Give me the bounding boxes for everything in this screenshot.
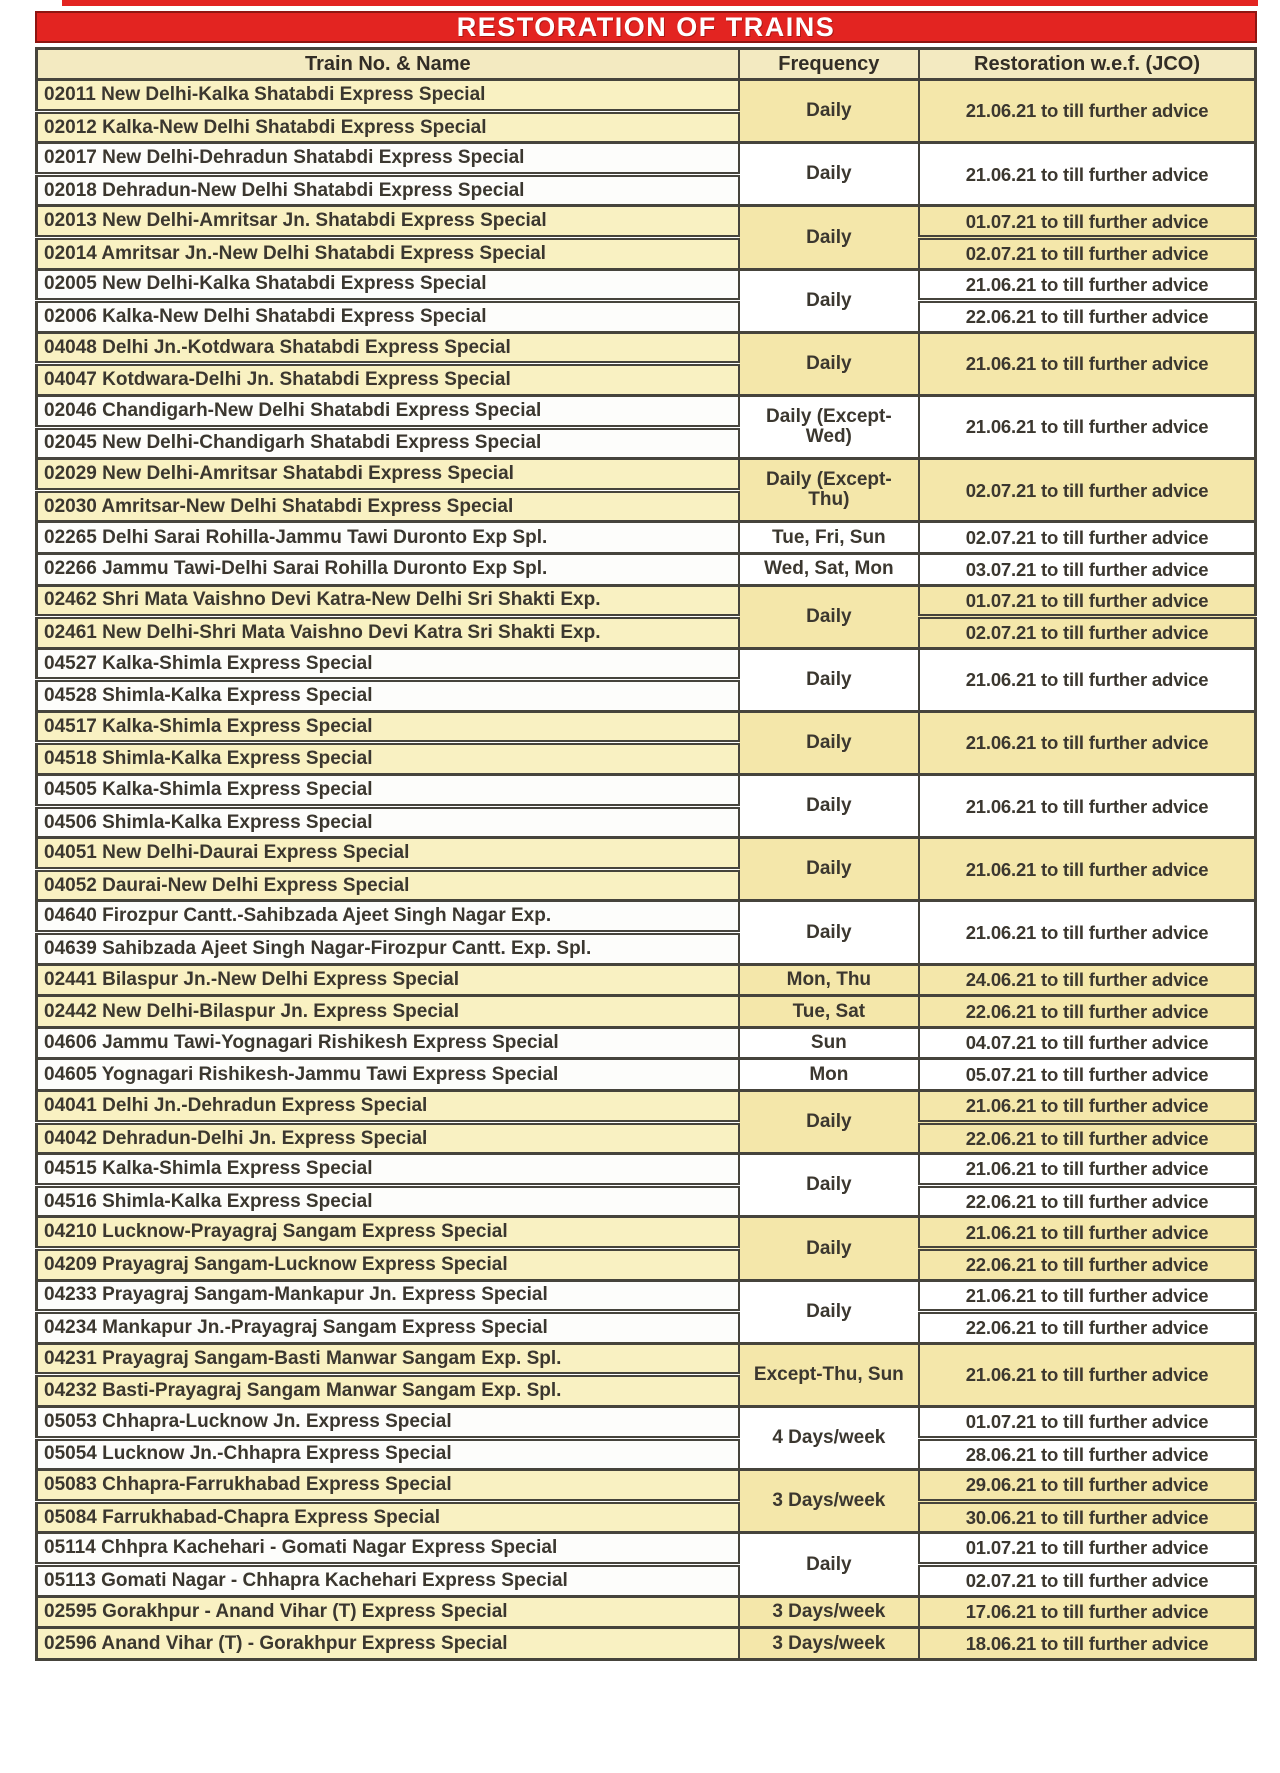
restoration-cell: 22.06.21 to till further advice (919, 996, 1255, 1028)
table-row (37, 1470, 1256, 1502)
page-title: RESTORATION OF TRAINS (456, 11, 836, 42)
train-name-cell: 05084 Farrukhabad-Chapra Express Special (37, 1501, 739, 1533)
restoration-cell: 04.07.21 to till further advice (919, 1027, 1255, 1059)
restoration-cell: 21.06.21 to till further advice (919, 1091, 1255, 1123)
frequency-cell: 3 Days/week (739, 1596, 919, 1628)
frequency-cell: Daily (739, 332, 919, 395)
train-name-cell: 02029 New Delhi-Amritsar Shatabdi Express Special (37, 459, 739, 491)
table-row (37, 711, 1256, 743)
frequency-cell: 3 Days/week (739, 1470, 919, 1533)
frequency-cell: Tue, Fri, Sun (739, 522, 919, 554)
restoration-cell: 29.06.21 to till further advice (919, 1470, 1255, 1502)
train-name-cell: 04233 Prayagraj Sangam-Mankapur Jn. Express Special (37, 1280, 739, 1312)
table-row (37, 1628, 1256, 1660)
restoration-cell: 02.07.21 to till further advice (919, 617, 1255, 649)
frequency-cell: Daily (Except-Thu) (739, 459, 919, 522)
frequency-cell: Mon, Thu (739, 964, 919, 996)
frequency-cell: Daily (739, 80, 919, 143)
restoration-cell: 21.06.21 to till further advice (919, 80, 1255, 143)
restoration-cell: 22.06.21 to till further advice (919, 1122, 1255, 1154)
restoration-table (35, 47, 1257, 1661)
table-row (37, 1122, 1256, 1154)
restoration-cell: 24.06.21 to till further advice (919, 964, 1255, 996)
table-row (37, 143, 1256, 175)
frequency-cell: Daily (739, 1091, 919, 1154)
train-name-cell: 04640 Firozpur Cantt.-Sahibzada Ajeet Singh Nagar Exp. (37, 901, 739, 933)
restoration-cell: 21.06.21 to till further advice (919, 1343, 1255, 1406)
table-row (37, 1343, 1256, 1375)
restoration-cell: 21.06.21 to till further advice (919, 1217, 1255, 1249)
column-header-restoration: Restoration w.e.f. (JCO) (919, 49, 1255, 80)
restoration-cell: 22.06.21 to till further advice (919, 1185, 1255, 1217)
train-name-cell: 04210 Lucknow-Prayagraj Sangam Express Special (37, 1217, 739, 1249)
train-name-cell: 02461 New Delhi-Shri Mata Vaishno Devi Katra Sri Shakti Exp. (37, 617, 739, 649)
table-row (37, 1217, 1256, 1249)
restoration-cell: 01.07.21 to till further advice (919, 585, 1255, 617)
restoration-cell: 21.06.21 to till further advice (919, 901, 1255, 964)
header-row (37, 49, 1256, 80)
table-row (37, 901, 1256, 933)
train-name-cell: 04051 New Delhi-Daurai Express Special (37, 838, 739, 870)
train-name-cell: 04505 Kalka-Shimla Express Special (37, 775, 739, 807)
frequency-cell: Daily (739, 143, 919, 206)
restoration-cell: 21.06.21 to till further advice (919, 838, 1255, 901)
train-name-cell: 05114 Chhpra Kachehari - Gomati Nagar Express Special (37, 1533, 739, 1565)
frequency-cell: Daily (739, 1217, 919, 1280)
train-name-cell: 04234 Mankapur Jn.-Prayagraj Sangam Express Special (37, 1312, 739, 1344)
restoration-cell: 21.06.21 to till further advice (919, 711, 1255, 774)
restoration-cell: 03.07.21 to till further advice (919, 553, 1255, 585)
train-name-cell: 02442 New Delhi-Bilaspur Jn. Express Special (37, 996, 739, 1028)
table-row (37, 206, 1256, 238)
restoration-cell: 02.07.21 to till further advice (919, 1564, 1255, 1596)
table-row (37, 80, 1256, 112)
table-row (37, 1312, 1256, 1344)
train-name-cell: 02596 Anand Vihar (T) - Gorakhpur Express Special (37, 1628, 739, 1660)
train-name-cell: 04209 Prayagraj Sangam-Lucknow Express Special (37, 1248, 739, 1280)
table-row (37, 332, 1256, 364)
restoration-cell: 01.07.21 to till further advice (919, 206, 1255, 238)
train-name-cell: 05113 Gomati Nagar - Chhapra Kachehari Express Special (37, 1564, 739, 1596)
train-name-cell: 04605 Yognagari Rishikesh-Jammu Tawi Express Special (37, 1059, 739, 1091)
restoration-cell: 21.06.21 to till further advice (919, 648, 1255, 711)
restoration-cell: 22.06.21 to till further advice (919, 301, 1255, 333)
restoration-cell: 21.06.21 to till further advice (919, 332, 1255, 395)
train-name-cell: 02265 Delhi Sarai Rohilla-Jammu Tawi Duronto Exp Spl. (37, 522, 739, 554)
train-name-cell: 02006 Kalka-New Delhi Shatabdi Express Special (37, 301, 739, 333)
train-name-cell: 02045 New Delhi-Chandigarh Shatabdi Express Special (37, 427, 739, 459)
table-row (37, 1027, 1256, 1059)
table-row (37, 1059, 1256, 1091)
frequency-cell: Daily (739, 1533, 919, 1596)
frequency-cell: 4 Days/week (739, 1406, 919, 1469)
train-name-cell: 04052 Daurai-New Delhi Express Special (37, 869, 739, 901)
frequency-cell: Tue, Sat (739, 996, 919, 1028)
restoration-cell: 21.06.21 to till further advice (919, 1154, 1255, 1186)
train-name-cell: 04042 Dehradun-Delhi Jn. Express Special (37, 1122, 739, 1154)
table-row (37, 395, 1256, 427)
table-row (37, 522, 1256, 554)
train-name-cell: 04041 Delhi Jn.-Dehradun Express Special (37, 1091, 739, 1123)
table-row (37, 301, 1256, 333)
table-row (37, 237, 1256, 269)
restoration-cell: 05.07.21 to till further advice (919, 1059, 1255, 1091)
restoration-cell: 17.06.21 to till further advice (919, 1596, 1255, 1628)
restoration-cell: 02.07.21 to till further advice (919, 237, 1255, 269)
train-name-cell: 02011 New Delhi-Kalka Shatabdi Express Special (37, 80, 739, 112)
table-row (37, 1438, 1256, 1470)
frequency-cell: Wed, Sat, Mon (739, 553, 919, 585)
train-name-cell: 02012 Kalka-New Delhi Shatabdi Express Special (37, 111, 739, 143)
restoration-cell: 21.06.21 to till further advice (919, 143, 1255, 206)
frequency-cell: Daily (Except-Wed) (739, 395, 919, 458)
train-name-cell: 04506 Shimla-Kalka Express Special (37, 806, 739, 838)
restoration-cell: 02.07.21 to till further advice (919, 522, 1255, 554)
table-row (37, 617, 1256, 649)
restoration-cell: 18.06.21 to till further advice (919, 1628, 1255, 1660)
table-row (37, 1501, 1256, 1533)
table-row (37, 1185, 1256, 1217)
table-row (37, 1596, 1256, 1628)
restoration-cell: 30.06.21 to till further advice (919, 1501, 1255, 1533)
table-row (37, 775, 1256, 807)
train-name-cell: 02046 Chandigarh-New Delhi Shatabdi Express Special (37, 395, 739, 427)
frequency-cell: Daily (739, 838, 919, 901)
train-name-cell: 02595 Gorakhpur - Anand Vihar (T) Express Special (37, 1596, 739, 1628)
train-name-cell: 04528 Shimla-Kalka Express Special (37, 680, 739, 712)
train-name-cell: 02266 Jammu Tawi-Delhi Sarai Rohilla Duronto Exp Spl. (37, 553, 739, 585)
train-name-cell: 04047 Kotdwara-Delhi Jn. Shatabdi Express Special (37, 364, 739, 396)
frequency-cell: Daily (739, 648, 919, 711)
frequency-cell: Daily (739, 901, 919, 964)
frequency-cell: Daily (739, 269, 919, 332)
table-row (37, 1406, 1256, 1438)
table-row (37, 964, 1256, 996)
frequency-cell: Daily (739, 1280, 919, 1343)
frequency-cell: Daily (739, 585, 919, 648)
table-row (37, 996, 1256, 1028)
train-name-cell: 04048 Delhi Jn.-Kotdwara Shatabdi Express Special (37, 332, 739, 364)
column-header-frequency: Frequency (739, 49, 919, 80)
restoration-cell: 21.06.21 to till further advice (919, 775, 1255, 838)
restoration-cell: 22.06.21 to till further advice (919, 1312, 1255, 1344)
frequency-cell: Daily (739, 711, 919, 774)
frequency-cell: Daily (739, 775, 919, 838)
train-name-cell: 04516 Shimla-Kalka Express Special (37, 1185, 739, 1217)
train-name-cell: 02018 Dehradun-New Delhi Shatabdi Express Special (37, 174, 739, 206)
title-banner (35, 11, 1257, 43)
frequency-cell: 3 Days/week (739, 1628, 919, 1660)
restoration-cell: 02.07.21 to till further advice (919, 459, 1255, 522)
table-row (37, 838, 1256, 870)
restoration-cell: 22.06.21 to till further advice (919, 1248, 1255, 1280)
train-name-cell: 04606 Jammu Tawi-Yognagari Rishikesh Express Special (37, 1027, 739, 1059)
restoration-cell: 01.07.21 to till further advice (919, 1406, 1255, 1438)
table-row (37, 1533, 1256, 1565)
table-row (37, 585, 1256, 617)
table-row (37, 648, 1256, 680)
train-name-cell: 02005 New Delhi-Kalka Shatabdi Express Special (37, 269, 739, 301)
restoration-cell: 28.06.21 to till further advice (919, 1438, 1255, 1470)
table-row (37, 1154, 1256, 1186)
train-name-cell: 04517 Kalka-Shimla Express Special (37, 711, 739, 743)
train-name-cell: 04639 Sahibzada Ajeet Singh Nagar-Firozpur Cantt. Exp. Spl. (37, 933, 739, 965)
train-name-cell: 02013 New Delhi-Amritsar Jn. Shatabdi Express Special (37, 206, 739, 238)
column-header-train: Train No. & Name (37, 49, 739, 80)
train-name-cell: 04232 Basti-Prayagraj Sangam Manwar Sangam Exp. Spl. (37, 1375, 739, 1407)
table-row (37, 1091, 1256, 1123)
table-row (37, 459, 1256, 491)
frequency-cell: Daily (739, 206, 919, 269)
restoration-cell: 01.07.21 to till further advice (919, 1533, 1255, 1565)
train-name-cell: 02030 Amritsar-New Delhi Shatabdi Express Special (37, 490, 739, 522)
top-red-strip (62, 0, 1258, 6)
frequency-cell: Daily (739, 1154, 919, 1217)
frequency-cell: Mon (739, 1059, 919, 1091)
frequency-cell: Except-Thu, Sun (739, 1343, 919, 1406)
train-name-cell: 02441 Bilaspur Jn.-New Delhi Express Special (37, 964, 739, 996)
train-name-cell: 04515 Kalka-Shimla Express Special (37, 1154, 739, 1186)
train-name-cell: 05083 Chhapra-Farrukhabad Express Special (37, 1470, 739, 1502)
train-name-cell: 04527 Kalka-Shimla Express Special (37, 648, 739, 680)
train-name-cell: 02017 New Delhi-Dehradun Shatabdi Express Special (37, 143, 739, 175)
train-table-body (37, 80, 1256, 1660)
train-name-cell: 04231 Prayagraj Sangam-Basti Manwar Sangam Exp. Spl. (37, 1343, 739, 1375)
table-row (37, 553, 1256, 585)
frequency-cell: Sun (739, 1027, 919, 1059)
table-row (37, 269, 1256, 301)
table-row (37, 1564, 1256, 1596)
table-row (37, 1280, 1256, 1312)
restoration-cell: 21.06.21 to till further advice (919, 1280, 1255, 1312)
train-name-cell: 04518 Shimla-Kalka Express Special (37, 743, 739, 775)
train-name-cell: 02014 Amritsar Jn.-New Delhi Shatabdi Express Special (37, 237, 739, 269)
restoration-cell: 21.06.21 to till further advice (919, 269, 1255, 301)
train-name-cell: 05054 Lucknow Jn.-Chhapra Express Special (37, 1438, 739, 1470)
train-name-cell: 02462 Shri Mata Vaishno Devi Katra-New Delhi Sri Shakti Exp. (37, 585, 739, 617)
restoration-cell: 21.06.21 to till further advice (919, 395, 1255, 458)
table-row (37, 1248, 1256, 1280)
train-name-cell: 05053 Chhapra-Lucknow Jn. Express Special (37, 1406, 739, 1438)
